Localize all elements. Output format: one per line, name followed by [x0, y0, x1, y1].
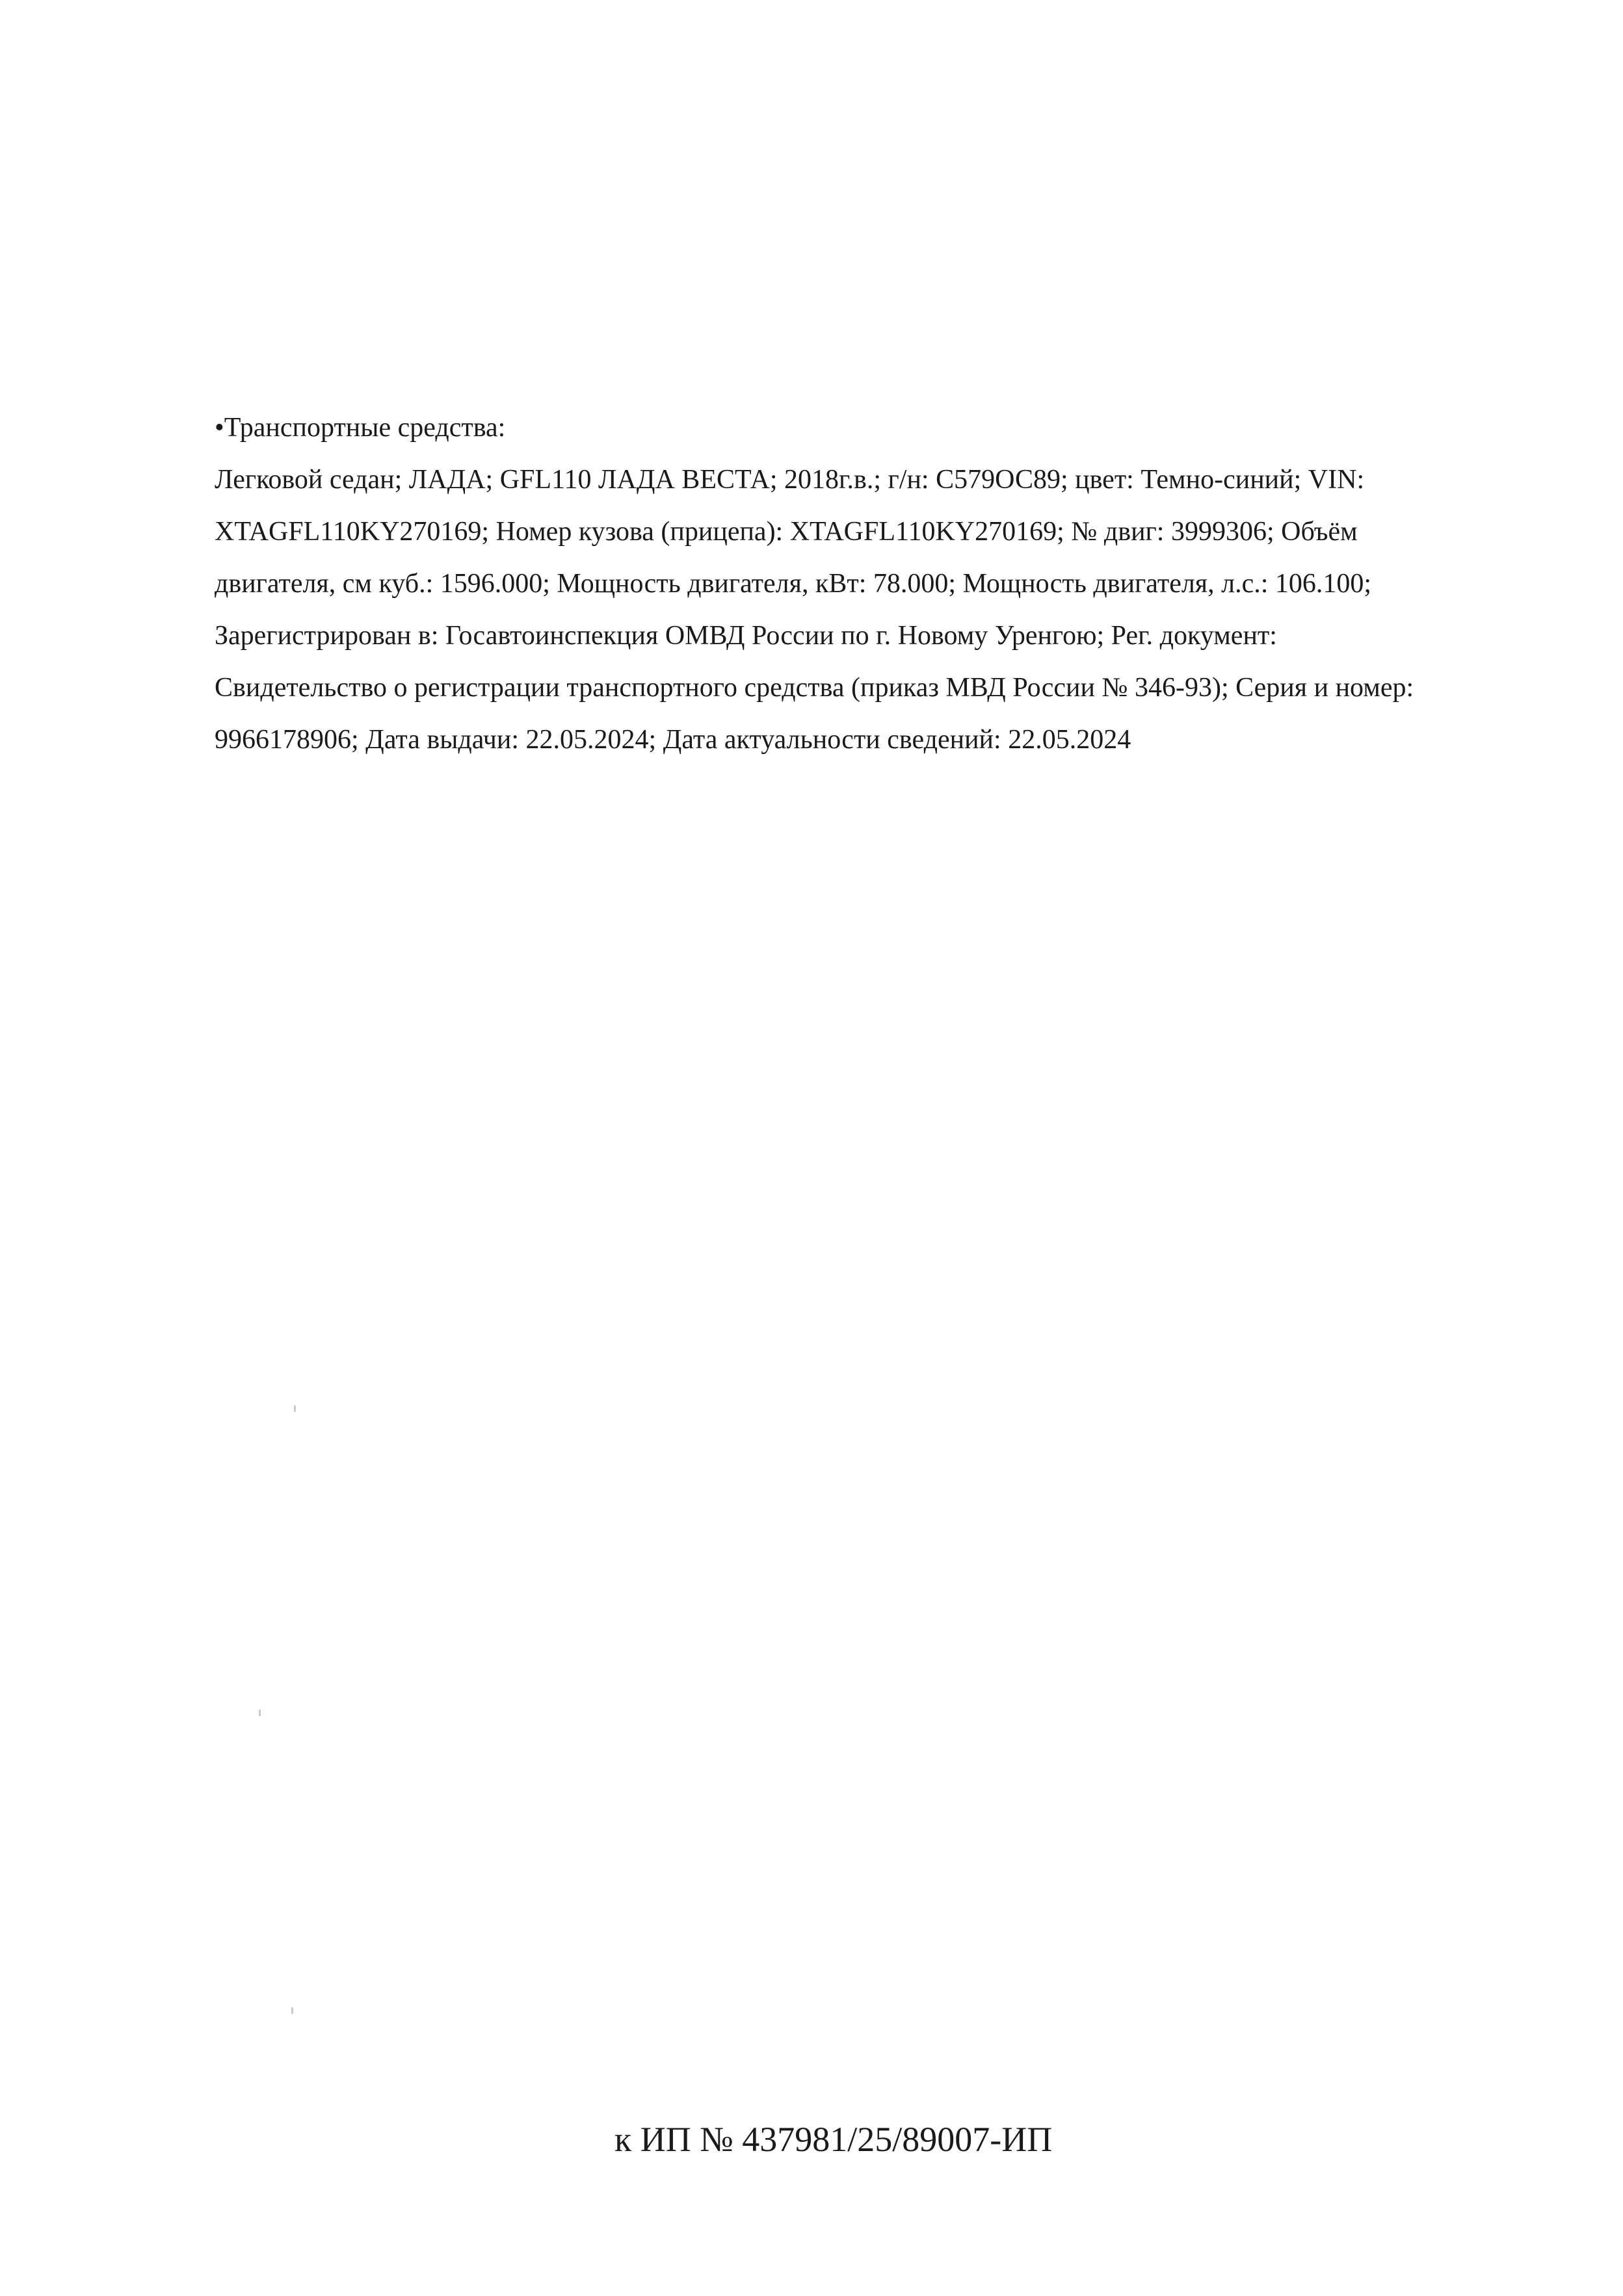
vehicle-info-line: Легковой седан; ЛАДА; GFL110 ЛАДА ВЕСТА; 2018г.в.; г/н: С579ОС89; цвет: Темно-синий; VIN: — [215, 465, 1365, 495]
vehicle-info-line: XTAGFL110KY270169; Номер кузова (прицепа): XTAGFL110KY270169; № двиг: 3999306; Объём — [215, 517, 1358, 547]
scan-speck — [259, 1710, 261, 1716]
enforcement-case-reference: к ИП № 437981/25/89007-ИП — [614, 2120, 1053, 2159]
vehicle-info-line: Свидетельство о регистрации транспортного средства (приказ МВД России № 346-93); Серия и номер: — [215, 673, 1414, 703]
scan-speck — [291, 2007, 293, 2014]
vehicle-info-line: 9966178906; Дата выдачи: 22.05.2024; Дата актуальности сведений: 22.05.2024 — [215, 725, 1131, 755]
scan-speck — [294, 1405, 296, 1412]
section-heading: •Транспортные средства: — [215, 413, 506, 443]
vehicle-info-line: Зарегистрирован в: Госавтоинспекция ОМВД России по г. Новому Уренгою; Рег. документ: — [215, 621, 1277, 651]
vehicle-info-line: двигателя, см куб.: 1596.000; Мощность двигателя, кВт: 78.000; Мощность двигателя, л.с.: 106.100; — [215, 569, 1372, 599]
